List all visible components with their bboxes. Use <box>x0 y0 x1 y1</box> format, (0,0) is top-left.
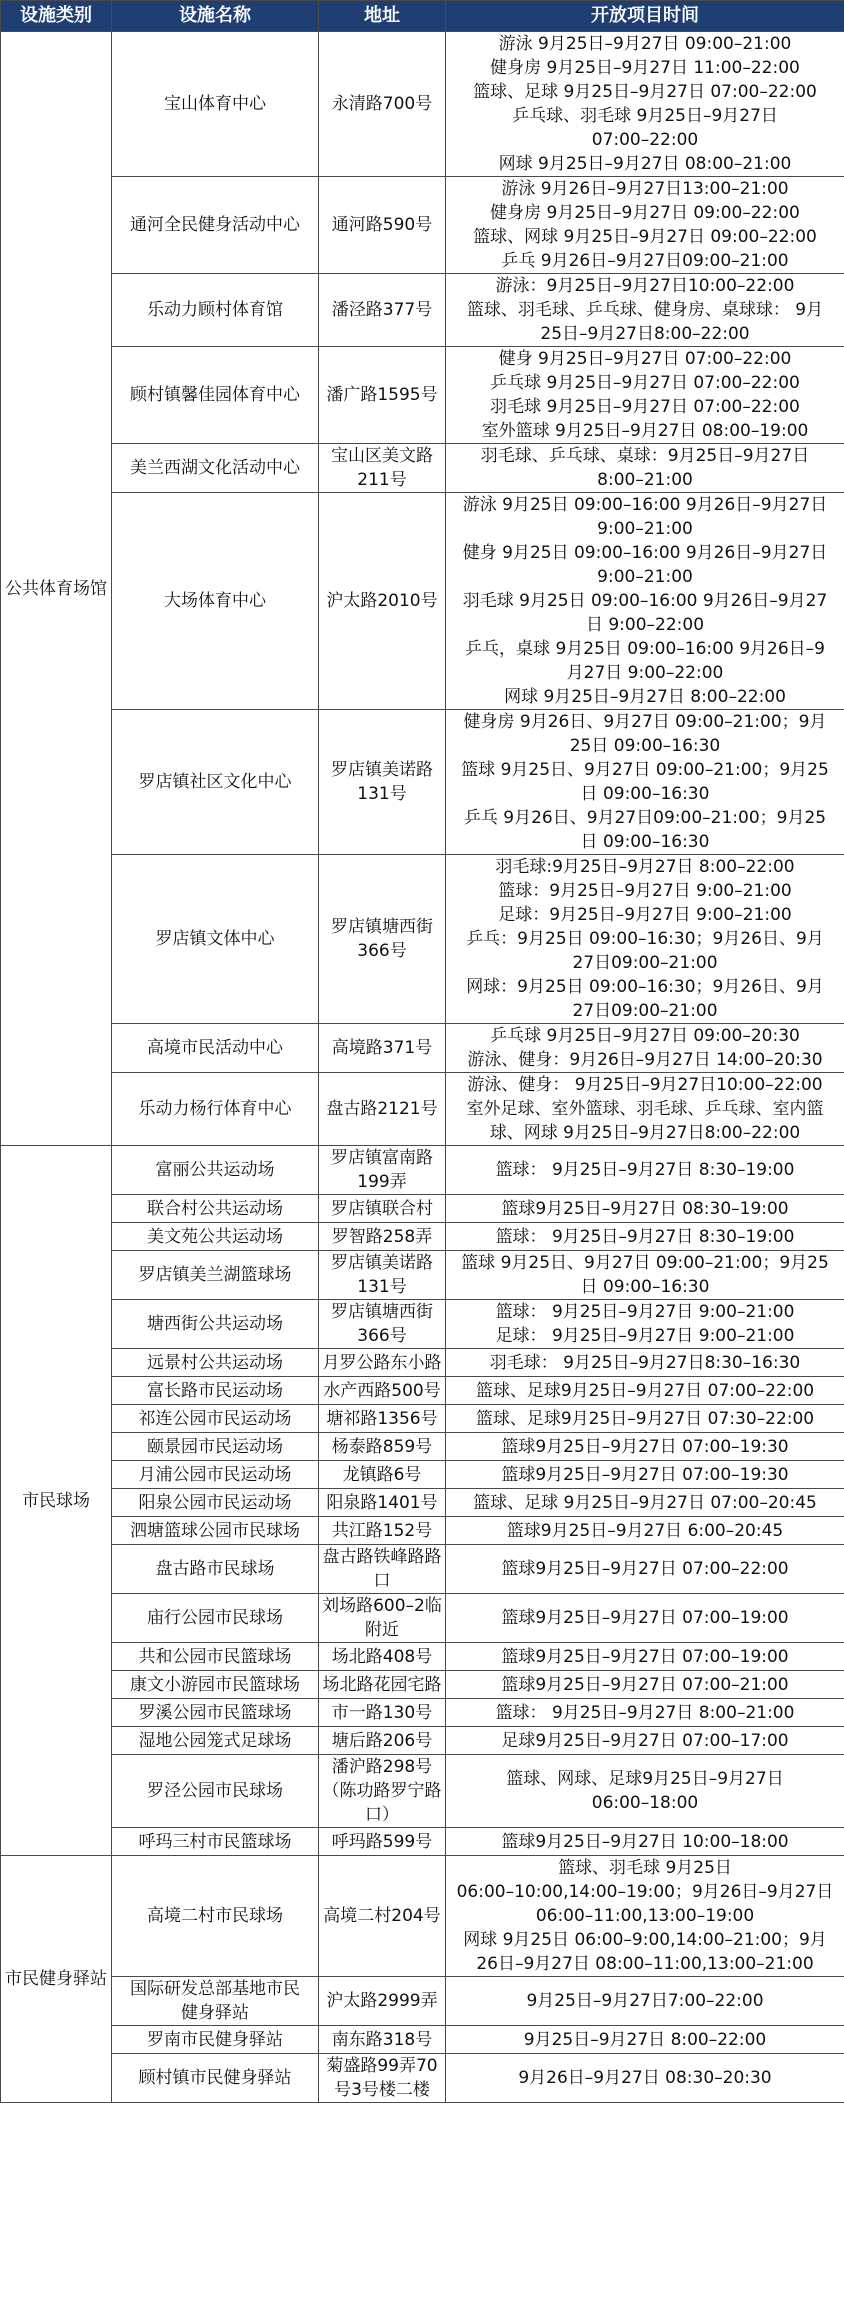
address-cell: 龙镇路6号 <box>319 1461 446 1489</box>
table-row <box>1 1146 844 1195</box>
address-cell: 潘沪路298号 （陈功路罗宁路 口） <box>319 1755 446 1828</box>
header-category: 设施类别 <box>1 1 112 32</box>
open-times-cell: 健身 9月25日–9月27日 07:00–22:00 乒乓球 9月25日–9月27日 07:00–22:00 羽毛球 9月25日–9月27日 07:00–22:00 室外篮球 9月25日–9月27日 08:00–19:00 <box>446 347 844 444</box>
address-cell: 罗店镇联合村 <box>319 1195 446 1223</box>
address-cell: 罗智路258弄 <box>319 1223 446 1251</box>
header-facility-name: 设施名称 <box>112 1 319 32</box>
open-times-cell: 篮球： 9月25日–9月27日 8:00–21:00 <box>446 1699 844 1727</box>
header-open-times: 开放项目时间 <box>446 1 844 32</box>
table-row <box>1 855 844 1024</box>
table-row <box>1 1377 844 1405</box>
facility-name-cell: 罗店镇文体中心 <box>112 855 319 1024</box>
facility-name-cell: 颐景园市民运动场 <box>112 1433 319 1461</box>
facility-name-cell: 罗店镇美兰湖篮球场 <box>112 1251 319 1300</box>
facility-name-cell: 阳泉公园市民运动场 <box>112 1489 319 1517</box>
open-times-cell: 羽毛球:9月25日–9月27日 8:00–22:00 篮球：9月25日–9月27日 9:00–21:00 足球：9月25日–9月27日 9:00–21:00 乒乓：9月25日 09:00–16:30；9月26日、9月 27日09:00–21:00 网球：9月25日 09:00–16:30；9月26日、9月 27日09:00–21:00 <box>446 855 844 1024</box>
address-cell: 通河路590号 <box>319 177 446 274</box>
category-cell: 公共体育场馆 <box>1 32 112 1146</box>
facility-name-cell: 顾村镇市民健身驿站 <box>112 2054 319 2103</box>
header-address: 地址 <box>319 1 446 32</box>
table-row <box>1 1251 844 1300</box>
open-times-cell: 健身房 9月26日、9月27日 09:00–21:00；9月 25日 09:00–16:30 篮球 9月25日、9月27日 09:00–21:00；9月25 日 09:00–16:30 乒乓 9月26日、9月27日09:00–21:00；9月25 日 09:00–16:30 <box>446 710 844 855</box>
address-cell: 菊盛路99弄70 号3号楼二楼 <box>319 2054 446 2103</box>
address-cell: 塘祁路1356号 <box>319 1405 446 1433</box>
address-cell: 盘古路2121号 <box>319 1073 446 1146</box>
address-cell: 罗店镇富南路 199弄 <box>319 1146 446 1195</box>
facility-name-cell: 庙行公园市民球场 <box>112 1594 319 1643</box>
facility-name-cell: 罗泾公园市民球场 <box>112 1755 319 1828</box>
address-cell: 潘广路1595号 <box>319 347 446 444</box>
table-row <box>1 493 844 710</box>
address-cell: 沪太路2999弄 <box>319 1977 446 2026</box>
open-times-cell: 羽毛球、乒乓球、桌球：9月25日–9月27日 8:00–21:00 <box>446 444 844 493</box>
table-row <box>1 1699 844 1727</box>
open-times-cell: 游泳 9月25日 09:00–16:00 9月26日–9月27日 9:00–21:00 健身 9月25日 09:00–16:00 9月26日–9月27日 9:00–21:00 羽毛球 9月25日 09:00–16:00 9月26日–9月27 日 9:00–22:00 乒乓，桌球 9月25日 09:00–16:00 9月26日–9 月27日 9:00–22:00 网球 9月25日–9月27日 8:00–22:00 <box>446 493 844 710</box>
category-cell: 市民健身驿站 <box>1 1856 112 2103</box>
address-cell: 呼玛路599号 <box>319 1828 446 1856</box>
facility-name-cell: 罗溪公园市民篮球场 <box>112 1699 319 1727</box>
facility-name-cell: 高境二村市民球场 <box>112 1856 319 1977</box>
facility-name-cell: 富丽公共运动场 <box>112 1146 319 1195</box>
open-times-cell: 篮球9月25日–9月27日 08:30–19:00 <box>446 1195 844 1223</box>
table-row <box>1 1856 844 1977</box>
address-cell: 沪太路2010号 <box>319 493 446 710</box>
facility-name-cell: 顾村镇馨佳园体育中心 <box>112 347 319 444</box>
table-row <box>1 1643 844 1671</box>
open-times-cell: 9月26日–9月27日 08:30–20:30 <box>446 2054 844 2103</box>
open-times-cell: 篮球、足球 9月25日–9月27日 07:00–20:45 <box>446 1489 844 1517</box>
table-row <box>1 1977 844 2026</box>
facility-name-cell: 罗店镇社区文化中心 <box>112 710 319 855</box>
facility-name-cell: 美兰西湖文化活动中心 <box>112 444 319 493</box>
address-cell: 市一路130号 <box>319 1699 446 1727</box>
open-times-cell: 游泳、健身： 9月25日–9月27日10:00–22:00 室外足球、室外篮球、羽毛球、乒乓球、室内篮 球、网球 9月25日–9月27日8:00–22:00 <box>446 1073 844 1146</box>
open-times-cell: 篮球、网球、足球9月25日–9月27日 06:00–18:00 <box>446 1755 844 1828</box>
open-times-cell: 篮球 9月25日、9月27日 09:00–21:00；9月25 日 09:00–16:30 <box>446 1251 844 1300</box>
facility-name-cell: 大场体育中心 <box>112 493 319 710</box>
facility-name-cell: 康文小游园市民篮球场 <box>112 1671 319 1699</box>
address-cell: 罗店镇塘西街 366号 <box>319 1300 446 1349</box>
table-row <box>1 1073 844 1146</box>
address-cell: 场北路花园宅路 <box>319 1671 446 1699</box>
table-row <box>1 1594 844 1643</box>
address-cell: 罗店镇美诺路 131号 <box>319 710 446 855</box>
address-cell: 罗店镇塘西街 366号 <box>319 855 446 1024</box>
open-times-cell: 游泳：9月25日–9月27日10:00–22:00 篮球、羽毛球、乒乓球、健身房、桌球球： 9月 25日–9月27日8:00–22:00 <box>446 274 844 347</box>
table-row <box>1 1828 844 1856</box>
table-row <box>1 1489 844 1517</box>
open-times-cell: 篮球9月25日–9月27日 07:00–21:00 <box>446 1671 844 1699</box>
address-cell: 水产西路500号 <box>319 1377 446 1405</box>
open-times-cell: 篮球： 9月25日–9月27日 9:00–21:00 足球： 9月25日–9月27日 9:00–21:00 <box>446 1300 844 1349</box>
facility-name-cell: 泗塘篮球公园市民球场 <box>112 1517 319 1545</box>
open-times-cell: 9月25日–9月27日7:00–22:00 <box>446 1977 844 2026</box>
facility-name-cell: 祁连公园市民运动场 <box>112 1405 319 1433</box>
facility-name-cell: 乐动力杨行体育中心 <box>112 1073 319 1146</box>
facility-name-cell: 塘西街公共运动场 <box>112 1300 319 1349</box>
open-times-cell: 篮球9月25日–9月27日 6:00–20:45 <box>446 1517 844 1545</box>
table-row <box>1 32 844 177</box>
table-row <box>1 1223 844 1251</box>
table-row <box>1 1671 844 1699</box>
open-times-cell: 乒乓球 9月25日–9月27日 09:00–20:30 游泳、健身：9月26日–9月27日 14:00–20:30 <box>446 1024 844 1073</box>
open-times-cell: 篮球、足球9月25日–9月27日 07:30–22:00 <box>446 1405 844 1433</box>
table-row <box>1 177 844 274</box>
facility-name-cell: 富长路市民运动场 <box>112 1377 319 1405</box>
address-cell: 罗店镇美诺路 131号 <box>319 1251 446 1300</box>
facility-name-cell: 月浦公园市民运动场 <box>112 1461 319 1489</box>
facility-name-cell: 美文苑公共运动场 <box>112 1223 319 1251</box>
address-cell: 共江路152号 <box>319 1517 446 1545</box>
open-times-cell: 游泳 9月25日–9月27日 09:00–21:00 健身房 9月25日–9月27日 11:00–22:00 篮球、足球 9月25日–9月27日 07:00–22:00 乒乓球、羽毛球 9月25日–9月27日 07:00–22:00 网球 9月25日–9月27日 08:00–21:00 <box>446 32 844 177</box>
open-times-cell: 篮球： 9月25日–9月27日 8:30–19:00 <box>446 1223 844 1251</box>
table-row <box>1 1727 844 1755</box>
open-times-cell: 游泳 9月26日–9月27日13:00–21:00 健身房 9月25日–9月27日 09:00–22:00 篮球、网球 9月25日–9月27日 09:00–22:00 乒乓 9月26日–9月27日09:00–21:00 <box>446 177 844 274</box>
facility-name-cell: 共和公园市民篮球场 <box>112 1643 319 1671</box>
open-times-cell: 篮球9月25日–9月27日 10:00–18:00 <box>446 1828 844 1856</box>
facility-name-cell: 呼玛三村市民篮球场 <box>112 1828 319 1856</box>
address-cell: 场北路408号 <box>319 1643 446 1671</box>
category-cell: 市民球场 <box>1 1146 112 1856</box>
facility-name-cell: 远景村公共运动场 <box>112 1349 319 1377</box>
open-times-cell: 篮球9月25日–9月27日 07:00–19:30 <box>446 1461 844 1489</box>
address-cell: 宝山区美文路 211号 <box>319 444 446 493</box>
address-cell: 塘后路206号 <box>319 1727 446 1755</box>
open-times-cell: 篮球9月25日–9月27日 07:00–19:00 <box>446 1643 844 1671</box>
address-cell: 永清路700号 <box>319 32 446 177</box>
address-cell: 高境路371号 <box>319 1024 446 1073</box>
facility-name-cell: 湿地公园笼式足球场 <box>112 1727 319 1755</box>
table-row <box>1 2026 844 2054</box>
open-times-cell: 足球9月25日–9月27日 07:00–17:00 <box>446 1727 844 1755</box>
table-row <box>1 274 844 347</box>
address-cell: 阳泉路1401号 <box>319 1489 446 1517</box>
facility-name-cell: 通河全民健身活动中心 <box>112 177 319 274</box>
open-times-cell: 羽毛球： 9月25日–9月27日8:30–16:30 <box>446 1349 844 1377</box>
open-times-cell: 篮球： 9月25日–9月27日 8:30–19:00 <box>446 1146 844 1195</box>
open-times-cell: 篮球、羽毛球 9月25日 06:00–10:00,14:00–19:00；9月26日–9月27日 06:00–11:00,13:00–19:00 网球 9月25日 06:00–9:00,14:00–21:00；9月 26日–9月27日 08:00–11:00,13:00–21:00 <box>446 1856 844 1977</box>
table-row <box>1 1195 844 1223</box>
open-times-cell: 篮球9月25日–9月27日 07:00–22:00 <box>446 1545 844 1594</box>
facility-name-cell: 乐动力顾村体育馆 <box>112 274 319 347</box>
table-row <box>1 444 844 493</box>
address-cell: 杨泰路859号 <box>319 1433 446 1461</box>
table-row <box>1 1405 844 1433</box>
table-row <box>1 1461 844 1489</box>
facility-name-cell: 盘古路市民球场 <box>112 1545 319 1594</box>
address-cell: 南东路318号 <box>319 2026 446 2054</box>
address-cell: 高境二村204号 <box>319 1856 446 1977</box>
open-times-cell: 篮球9月25日–9月27日 07:00–19:30 <box>446 1433 844 1461</box>
address-cell: 刘场路600–2临 附近 <box>319 1594 446 1643</box>
address-cell: 月罗公路东小路 <box>319 1349 446 1377</box>
table-row <box>1 1545 844 1594</box>
table-row <box>1 1517 844 1545</box>
table-row <box>1 1433 844 1461</box>
table-row <box>1 1300 844 1349</box>
facility-name-cell: 联合村公共运动场 <box>112 1195 319 1223</box>
table-row <box>1 710 844 855</box>
header-row <box>1 1 844 32</box>
facility-name-cell: 国际研发总部基地市民 健身驿站 <box>112 1977 319 2026</box>
table-row <box>1 2054 844 2103</box>
facility-name-cell: 罗南市民健身驿站 <box>112 2026 319 2054</box>
table-row <box>1 1349 844 1377</box>
facility-name-cell: 宝山体育中心 <box>112 32 319 177</box>
table-row <box>1 347 844 444</box>
open-times-cell: 9月25日–9月27日 8:00–22:00 <box>446 2026 844 2054</box>
facility-name-cell: 高境市民活动中心 <box>112 1024 319 1073</box>
address-cell: 盘古路铁峰路路 口 <box>319 1545 446 1594</box>
open-times-cell: 篮球9月25日–9月27日 07:00–19:00 <box>446 1594 844 1643</box>
table-row <box>1 1755 844 1828</box>
open-times-cell: 篮球、足球9月25日–9月27日 07:00–22:00 <box>446 1377 844 1405</box>
table-row <box>1 1024 844 1073</box>
address-cell: 潘泾路377号 <box>319 274 446 347</box>
